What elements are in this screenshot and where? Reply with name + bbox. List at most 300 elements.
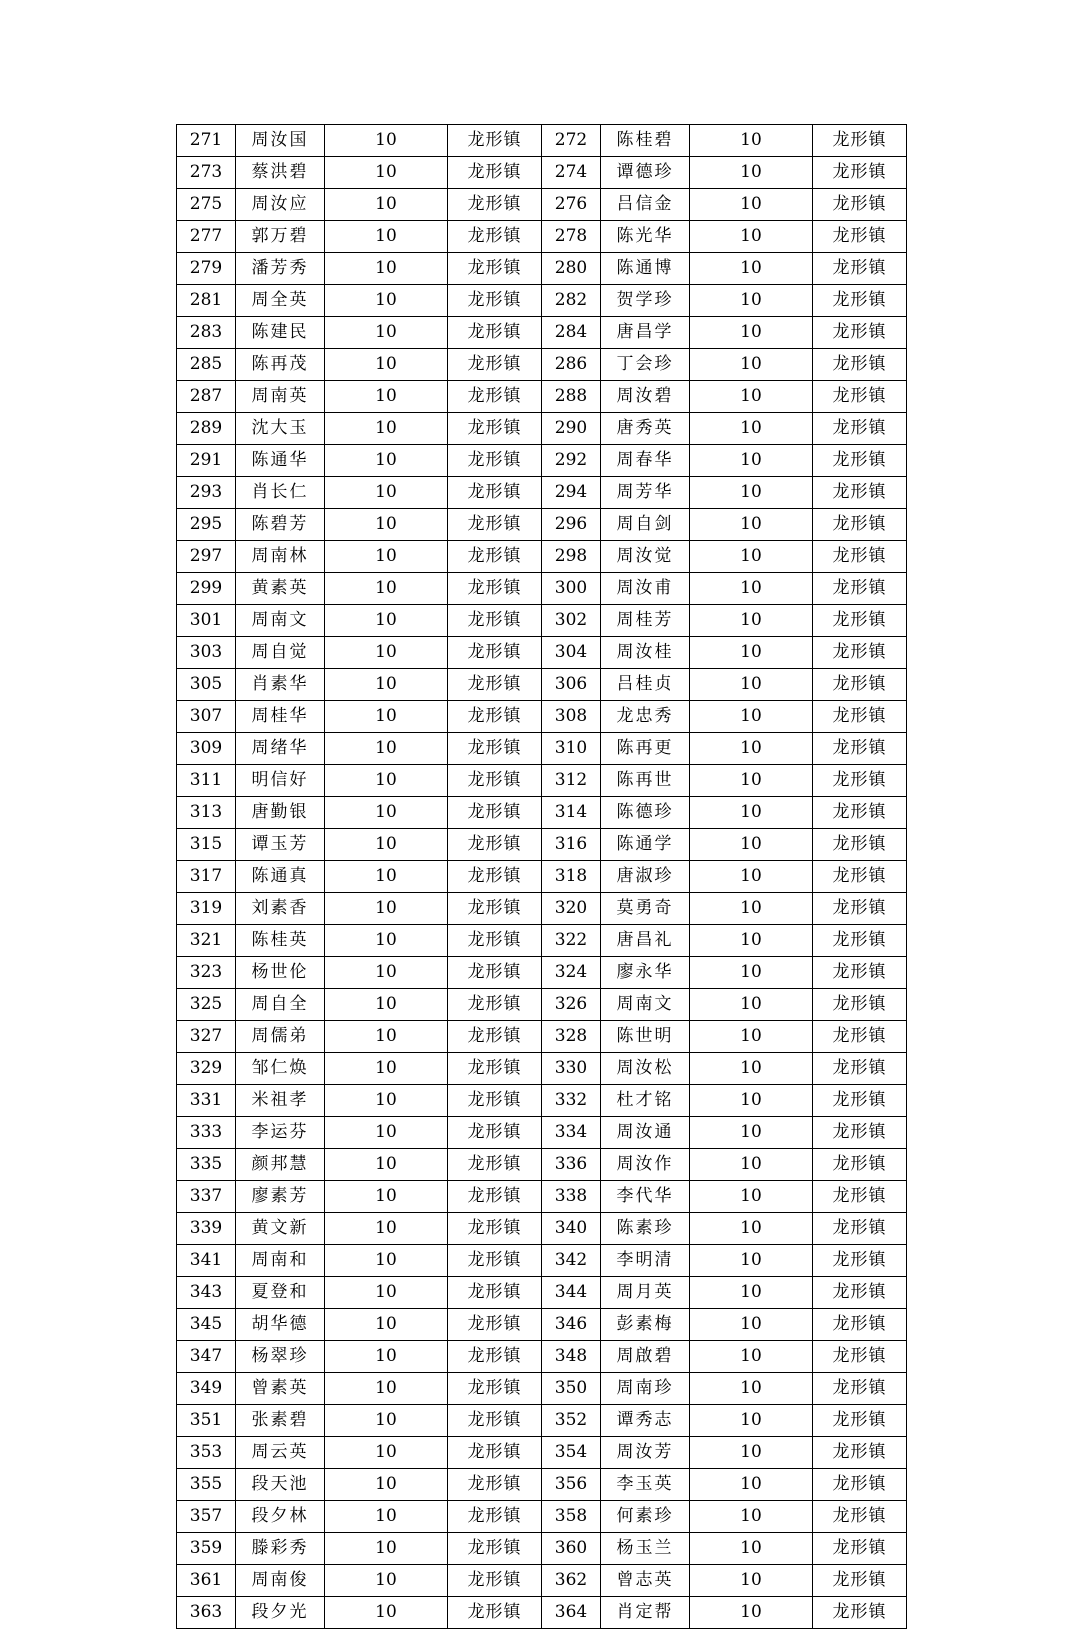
cell-town-left: 龙形镇 [448, 1245, 542, 1277]
cell-amount-right: 10 [690, 733, 813, 765]
cell-amount-right: 10 [690, 1213, 813, 1245]
cell-town-left: 龙形镇 [448, 1181, 542, 1213]
cell-amount-right: 10 [690, 1277, 813, 1309]
cell-town-right: 龙形镇 [813, 893, 907, 925]
cell-name-right: 周南珍 [601, 1373, 690, 1405]
cell-index-right: 326 [542, 989, 601, 1021]
cell-index-right: 280 [542, 253, 601, 285]
cell-index-left: 295 [177, 509, 236, 541]
cell-name-left: 周南英 [236, 381, 325, 413]
cell-name-left: 周汝应 [236, 189, 325, 221]
cell-name-left: 廖素芳 [236, 1181, 325, 1213]
cell-town-left: 龙形镇 [448, 1053, 542, 1085]
cell-amount-left: 10 [325, 733, 448, 765]
cell-amount-left: 10 [325, 221, 448, 253]
cell-town-left: 龙形镇 [448, 477, 542, 509]
cell-index-left: 271 [177, 125, 236, 157]
table-row [177, 733, 907, 765]
cell-index-left: 299 [177, 573, 236, 605]
cell-amount-left: 10 [325, 285, 448, 317]
cell-name-left: 肖长仁 [236, 477, 325, 509]
cell-index-left: 279 [177, 253, 236, 285]
cell-town-right: 龙形镇 [813, 1053, 907, 1085]
table-row [177, 1309, 907, 1341]
cell-town-right: 龙形镇 [813, 797, 907, 829]
cell-index-right: 290 [542, 413, 601, 445]
cell-index-left: 313 [177, 797, 236, 829]
cell-name-right: 陈德珍 [601, 797, 690, 829]
cell-amount-left: 10 [325, 1213, 448, 1245]
cell-index-right: 318 [542, 861, 601, 893]
cell-index-left: 329 [177, 1053, 236, 1085]
cell-index-right: 308 [542, 701, 601, 733]
cell-town-left: 龙形镇 [448, 189, 542, 221]
cell-amount-right: 10 [690, 1149, 813, 1181]
cell-town-right: 龙形镇 [813, 381, 907, 413]
cell-town-left: 龙形镇 [448, 1373, 542, 1405]
cell-name-right: 曾志英 [601, 1565, 690, 1597]
table-row [177, 1117, 907, 1149]
cell-town-right: 龙形镇 [813, 1213, 907, 1245]
cell-amount-left: 10 [325, 445, 448, 477]
table-row [177, 989, 907, 1021]
table-row [177, 701, 907, 733]
cell-name-left: 米祖孝 [236, 1085, 325, 1117]
cell-name-right: 陈世明 [601, 1021, 690, 1053]
cell-name-right: 周桂芳 [601, 605, 690, 637]
cell-index-left: 347 [177, 1341, 236, 1373]
cell-index-left: 273 [177, 157, 236, 189]
cell-amount-left: 10 [325, 413, 448, 445]
cell-index-right: 312 [542, 765, 601, 797]
cell-name-right: 廖永华 [601, 957, 690, 989]
table-row [177, 669, 907, 701]
cell-name-right: 周汝作 [601, 1149, 690, 1181]
cell-name-left: 陈通华 [236, 445, 325, 477]
cell-index-left: 353 [177, 1437, 236, 1469]
cell-name-left: 陈通真 [236, 861, 325, 893]
table-row [177, 605, 907, 637]
cell-name-right: 唐昌学 [601, 317, 690, 349]
cell-town-right: 龙形镇 [813, 1085, 907, 1117]
table-row [177, 317, 907, 349]
cell-index-left: 297 [177, 541, 236, 573]
cell-name-left: 郭万碧 [236, 221, 325, 253]
cell-amount-left: 10 [325, 797, 448, 829]
cell-town-right: 龙形镇 [813, 477, 907, 509]
cell-town-left: 龙形镇 [448, 349, 542, 381]
cell-index-left: 315 [177, 829, 236, 861]
cell-amount-left: 10 [325, 605, 448, 637]
cell-index-left: 303 [177, 637, 236, 669]
cell-index-right: 284 [542, 317, 601, 349]
cell-index-right: 354 [542, 1437, 601, 1469]
cell-name-right: 周汝通 [601, 1117, 690, 1149]
cell-amount-left: 10 [325, 1309, 448, 1341]
cell-name-right: 杜才铭 [601, 1085, 690, 1117]
cell-index-right: 274 [542, 157, 601, 189]
cell-amount-left: 10 [325, 477, 448, 509]
cell-index-left: 355 [177, 1469, 236, 1501]
cell-name-right: 周汝觉 [601, 541, 690, 573]
cell-town-left: 龙形镇 [448, 701, 542, 733]
cell-index-right: 342 [542, 1245, 601, 1277]
cell-index-right: 310 [542, 733, 601, 765]
cell-index-left: 343 [177, 1277, 236, 1309]
cell-index-right: 336 [542, 1149, 601, 1181]
cell-index-right: 344 [542, 1277, 601, 1309]
cell-name-left: 周全英 [236, 285, 325, 317]
cell-amount-right: 10 [690, 605, 813, 637]
cell-town-right: 龙形镇 [813, 637, 907, 669]
cell-town-right: 龙形镇 [813, 1309, 907, 1341]
table-row [177, 253, 907, 285]
cell-town-right: 龙形镇 [813, 605, 907, 637]
cell-index-right: 338 [542, 1181, 601, 1213]
cell-name-left: 周自觉 [236, 637, 325, 669]
cell-amount-left: 10 [325, 349, 448, 381]
table-row [177, 445, 907, 477]
cell-name-left: 陈碧芳 [236, 509, 325, 541]
cell-index-left: 351 [177, 1405, 236, 1437]
cell-amount-right: 10 [690, 669, 813, 701]
cell-town-right: 龙形镇 [813, 1341, 907, 1373]
cell-amount-right: 10 [690, 541, 813, 573]
cell-index-right: 324 [542, 957, 601, 989]
cell-amount-right: 10 [690, 1469, 813, 1501]
cell-amount-right: 10 [690, 1565, 813, 1597]
cell-town-left: 龙形镇 [448, 1469, 542, 1501]
cell-name-left: 唐勤银 [236, 797, 325, 829]
cell-town-left: 龙形镇 [448, 669, 542, 701]
cell-town-left: 龙形镇 [448, 829, 542, 861]
cell-amount-right: 10 [690, 1405, 813, 1437]
cell-amount-left: 10 [325, 1469, 448, 1501]
cell-index-right: 358 [542, 1501, 601, 1533]
cell-index-right: 362 [542, 1565, 601, 1597]
cell-name-left: 段天池 [236, 1469, 325, 1501]
cell-index-left: 293 [177, 477, 236, 509]
cell-town-left: 龙形镇 [448, 957, 542, 989]
cell-index-right: 348 [542, 1341, 601, 1373]
cell-town-left: 龙形镇 [448, 1021, 542, 1053]
cell-name-right: 周汝碧 [601, 381, 690, 413]
cell-amount-right: 10 [690, 893, 813, 925]
cell-amount-left: 10 [325, 1405, 448, 1437]
cell-amount-left: 10 [325, 189, 448, 221]
cell-index-right: 286 [542, 349, 601, 381]
cell-amount-left: 10 [325, 381, 448, 413]
cell-name-left: 邹仁焕 [236, 1053, 325, 1085]
cell-index-left: 363 [177, 1597, 236, 1629]
cell-name-left: 段夕林 [236, 1501, 325, 1533]
cell-amount-left: 10 [325, 1533, 448, 1565]
cell-name-left: 胡华德 [236, 1309, 325, 1341]
cell-town-left: 龙形镇 [448, 1341, 542, 1373]
cell-name-right: 陈光华 [601, 221, 690, 253]
table-row [177, 797, 907, 829]
cell-name-right: 陈桂碧 [601, 125, 690, 157]
cell-amount-left: 10 [325, 637, 448, 669]
cell-name-right: 彭素梅 [601, 1309, 690, 1341]
cell-name-left: 周南俊 [236, 1565, 325, 1597]
cell-town-left: 龙形镇 [448, 1149, 542, 1181]
cell-amount-right: 10 [690, 1181, 813, 1213]
table-row [177, 1085, 907, 1117]
cell-amount-right: 10 [690, 1053, 813, 1085]
cell-amount-right: 10 [690, 285, 813, 317]
cell-town-left: 龙形镇 [448, 381, 542, 413]
cell-town-right: 龙形镇 [813, 861, 907, 893]
cell-index-left: 277 [177, 221, 236, 253]
cell-town-left: 龙形镇 [448, 1437, 542, 1469]
roster-table [176, 124, 907, 1629]
cell-amount-left: 10 [325, 701, 448, 733]
cell-amount-left: 10 [325, 125, 448, 157]
cell-amount-right: 10 [690, 1341, 813, 1373]
cell-index-right: 306 [542, 669, 601, 701]
table-row [177, 829, 907, 861]
cell-town-left: 龙形镇 [448, 253, 542, 285]
cell-town-left: 龙形镇 [448, 413, 542, 445]
cell-index-right: 364 [542, 1597, 601, 1629]
cell-town-right: 龙形镇 [813, 125, 907, 157]
cell-index-right: 332 [542, 1085, 601, 1117]
table-row [177, 861, 907, 893]
cell-town-left: 龙形镇 [448, 1277, 542, 1309]
cell-index-left: 291 [177, 445, 236, 477]
cell-name-right: 吕信金 [601, 189, 690, 221]
cell-town-right: 龙形镇 [813, 957, 907, 989]
cell-name-right: 周汝松 [601, 1053, 690, 1085]
cell-town-left: 龙形镇 [448, 157, 542, 189]
cell-index-right: 288 [542, 381, 601, 413]
cell-town-left: 龙形镇 [448, 893, 542, 925]
table-row [177, 125, 907, 157]
roster-table-body [177, 125, 907, 1629]
cell-name-right: 周南文 [601, 989, 690, 1021]
cell-name-right: 周汝芳 [601, 1437, 690, 1469]
table-row [177, 1373, 907, 1405]
cell-amount-right: 10 [690, 989, 813, 1021]
cell-town-right: 龙形镇 [813, 189, 907, 221]
cell-amount-right: 10 [690, 1085, 813, 1117]
cell-town-left: 龙形镇 [448, 221, 542, 253]
table-row [177, 477, 907, 509]
cell-index-right: 340 [542, 1213, 601, 1245]
cell-amount-left: 10 [325, 1501, 448, 1533]
cell-name-left: 夏登和 [236, 1277, 325, 1309]
cell-amount-left: 10 [325, 573, 448, 605]
cell-amount-right: 10 [690, 1309, 813, 1341]
cell-town-right: 龙形镇 [813, 573, 907, 605]
cell-index-left: 321 [177, 925, 236, 957]
table-row [177, 1405, 907, 1437]
cell-town-right: 龙形镇 [813, 1277, 907, 1309]
cell-name-right: 唐昌礼 [601, 925, 690, 957]
cell-index-left: 335 [177, 1149, 236, 1181]
cell-town-left: 龙形镇 [448, 605, 542, 637]
cell-town-right: 龙形镇 [813, 1405, 907, 1437]
cell-index-right: 302 [542, 605, 601, 637]
cell-name-left: 段夕光 [236, 1597, 325, 1629]
cell-name-right: 周月英 [601, 1277, 690, 1309]
cell-town-left: 龙形镇 [448, 1213, 542, 1245]
cell-amount-left: 10 [325, 893, 448, 925]
cell-amount-left: 10 [325, 509, 448, 541]
cell-name-left: 滕彩秀 [236, 1533, 325, 1565]
cell-index-left: 331 [177, 1085, 236, 1117]
cell-index-left: 325 [177, 989, 236, 1021]
cell-index-right: 304 [542, 637, 601, 669]
cell-index-right: 292 [542, 445, 601, 477]
cell-town-left: 龙形镇 [448, 765, 542, 797]
cell-town-right: 龙形镇 [813, 509, 907, 541]
cell-town-right: 龙形镇 [813, 1565, 907, 1597]
cell-town-left: 龙形镇 [448, 1533, 542, 1565]
cell-name-right: 陈素珍 [601, 1213, 690, 1245]
cell-amount-right: 10 [690, 413, 813, 445]
table-row [177, 1053, 907, 1085]
cell-index-left: 361 [177, 1565, 236, 1597]
cell-index-left: 337 [177, 1181, 236, 1213]
cell-amount-left: 10 [325, 957, 448, 989]
cell-amount-right: 10 [690, 1373, 813, 1405]
cell-amount-right: 10 [690, 1021, 813, 1053]
cell-name-left: 周自全 [236, 989, 325, 1021]
cell-amount-left: 10 [325, 1437, 448, 1469]
table-row [177, 1341, 907, 1373]
cell-town-right: 龙形镇 [813, 1469, 907, 1501]
cell-index-right: 360 [542, 1533, 601, 1565]
cell-index-left: 281 [177, 285, 236, 317]
cell-name-right: 何素珍 [601, 1501, 690, 1533]
cell-amount-left: 10 [325, 669, 448, 701]
cell-index-left: 319 [177, 893, 236, 925]
table-row [177, 157, 907, 189]
cell-town-left: 龙形镇 [448, 1565, 542, 1597]
cell-index-left: 339 [177, 1213, 236, 1245]
cell-name-left: 周南和 [236, 1245, 325, 1277]
cell-amount-right: 10 [690, 1597, 813, 1629]
cell-name-left: 陈建民 [236, 317, 325, 349]
cell-name-right: 吕桂贞 [601, 669, 690, 701]
cell-town-right: 龙形镇 [813, 1245, 907, 1277]
table-row [177, 1565, 907, 1597]
cell-index-left: 359 [177, 1533, 236, 1565]
cell-index-left: 349 [177, 1373, 236, 1405]
cell-amount-right: 10 [690, 157, 813, 189]
cell-amount-left: 10 [325, 861, 448, 893]
cell-name-right: 唐秀英 [601, 413, 690, 445]
cell-amount-left: 10 [325, 1021, 448, 1053]
cell-town-left: 龙形镇 [448, 733, 542, 765]
cell-amount-left: 10 [325, 829, 448, 861]
table-row [177, 221, 907, 253]
cell-amount-left: 10 [325, 1341, 448, 1373]
table-row [177, 573, 907, 605]
cell-town-right: 龙形镇 [813, 1181, 907, 1213]
cell-index-right: 356 [542, 1469, 601, 1501]
cell-index-right: 276 [542, 189, 601, 221]
cell-name-left: 黄文新 [236, 1213, 325, 1245]
cell-town-right: 龙形镇 [813, 669, 907, 701]
cell-amount-right: 10 [690, 1501, 813, 1533]
cell-town-left: 龙形镇 [448, 541, 542, 573]
cell-name-right: 陈再世 [601, 765, 690, 797]
cell-index-right: 296 [542, 509, 601, 541]
cell-town-right: 龙形镇 [813, 349, 907, 381]
table-row [177, 1021, 907, 1053]
cell-index-left: 309 [177, 733, 236, 765]
cell-index-right: 278 [542, 221, 601, 253]
cell-index-right: 298 [542, 541, 601, 573]
cell-name-left: 蔡洪碧 [236, 157, 325, 189]
table-row [177, 1245, 907, 1277]
cell-index-left: 327 [177, 1021, 236, 1053]
cell-name-left: 陈桂英 [236, 925, 325, 957]
cell-name-left: 杨翠珍 [236, 1341, 325, 1373]
cell-index-left: 323 [177, 957, 236, 989]
cell-index-right: 352 [542, 1405, 601, 1437]
cell-index-right: 272 [542, 125, 601, 157]
cell-name-right: 龙忠秀 [601, 701, 690, 733]
cell-name-left: 刘素香 [236, 893, 325, 925]
cell-town-right: 龙形镇 [813, 1501, 907, 1533]
cell-name-left: 周云英 [236, 1437, 325, 1469]
cell-index-right: 322 [542, 925, 601, 957]
table-row [177, 1597, 907, 1629]
cell-town-left: 龙形镇 [448, 797, 542, 829]
cell-amount-right: 10 [690, 317, 813, 349]
cell-town-right: 龙形镇 [813, 157, 907, 189]
cell-amount-right: 10 [690, 445, 813, 477]
cell-amount-right: 10 [690, 829, 813, 861]
cell-name-left: 周南文 [236, 605, 325, 637]
cell-index-left: 305 [177, 669, 236, 701]
table-row [177, 957, 907, 989]
cell-town-right: 龙形镇 [813, 765, 907, 797]
cell-index-left: 301 [177, 605, 236, 637]
cell-amount-right: 10 [690, 1117, 813, 1149]
cell-index-left: 289 [177, 413, 236, 445]
cell-name-right: 陈再更 [601, 733, 690, 765]
cell-index-right: 300 [542, 573, 601, 605]
cell-amount-right: 10 [690, 957, 813, 989]
cell-name-right: 李玉英 [601, 1469, 690, 1501]
table-row [177, 1277, 907, 1309]
cell-amount-right: 10 [690, 253, 813, 285]
cell-town-right: 龙形镇 [813, 221, 907, 253]
cell-town-right: 龙形镇 [813, 1021, 907, 1053]
cell-town-left: 龙形镇 [448, 1117, 542, 1149]
cell-town-right: 龙形镇 [813, 989, 907, 1021]
cell-town-left: 龙形镇 [448, 317, 542, 349]
table-row [177, 925, 907, 957]
cell-amount-left: 10 [325, 1277, 448, 1309]
cell-name-right: 肖定帮 [601, 1597, 690, 1629]
cell-index-right: 346 [542, 1309, 601, 1341]
cell-name-left: 明信好 [236, 765, 325, 797]
cell-amount-left: 10 [325, 317, 448, 349]
cell-town-right: 龙形镇 [813, 317, 907, 349]
cell-amount-left: 10 [325, 1565, 448, 1597]
cell-name-right: 周春华 [601, 445, 690, 477]
cell-index-left: 341 [177, 1245, 236, 1277]
cell-amount-right: 10 [690, 797, 813, 829]
cell-town-right: 龙形镇 [813, 253, 907, 285]
cell-amount-right: 10 [690, 1245, 813, 1277]
